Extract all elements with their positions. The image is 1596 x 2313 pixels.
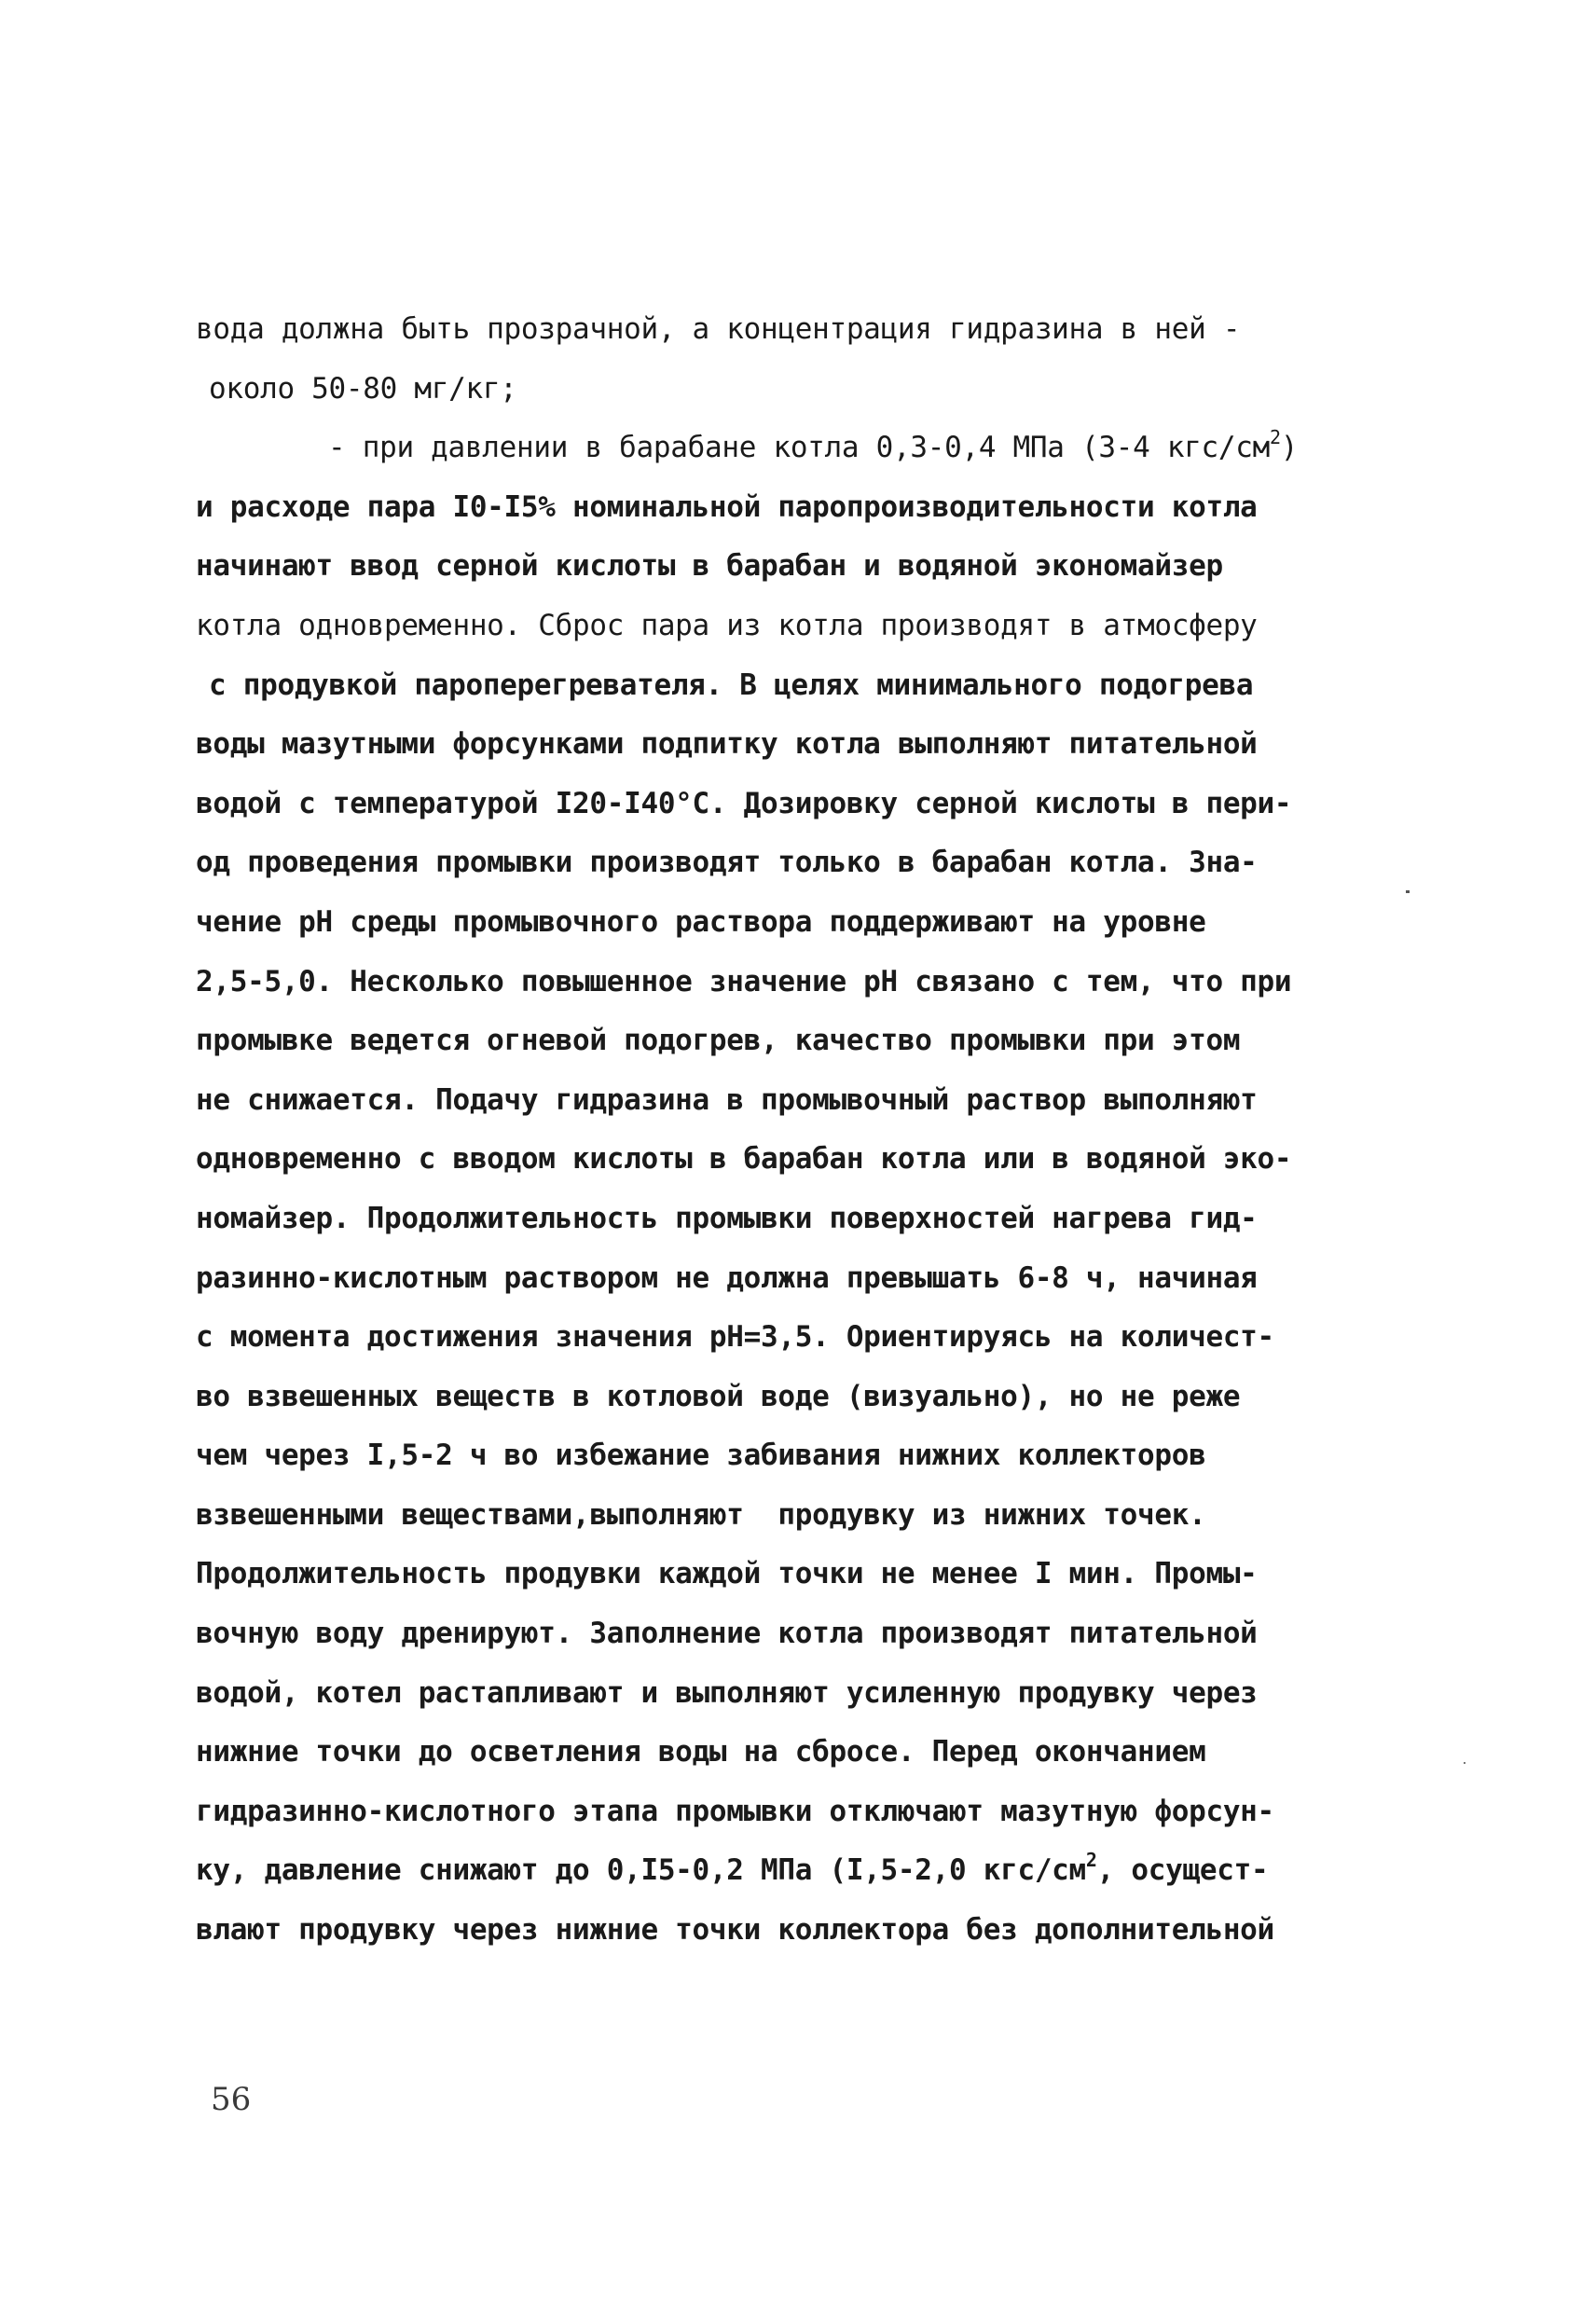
text-line-part: ку, давление снижают до 0,I5-0,2 МПа (I,5-2,0 кгс/см <box>196 1853 1086 1888</box>
text-line: и расходе пара I0-I5% номинальной паропроизводительности котла <box>196 489 1258 524</box>
scan-speck <box>1406 890 1410 893</box>
text-line: промывке ведется огневой подогрев, качество промывки при этом <box>196 1024 1241 1058</box>
text-line-part: , осущест- <box>1096 1853 1269 1888</box>
text-line: начинают ввод серной кислоты в барабан и водяной экономайзер <box>196 549 1223 584</box>
scan-speck <box>1464 1762 1465 1764</box>
text-line: вочную воду дренируют. Заполнение котла производят питательной <box>196 1617 1258 1651</box>
superscript: 2 <box>1270 426 1281 449</box>
text-line: нижние точки до осветления воды на сбросе. Перед окончанием <box>196 1735 1206 1769</box>
text-line: с момента достижения значения pH=3,5. Ориентируясь на количест- <box>196 1320 1274 1355</box>
text-line: од проведения промывки производят только в барабан котла. Зна- <box>196 846 1258 880</box>
text-line <box>196 1841 1445 1901</box>
text-line: вода должна быть прозрачной, а концентрация гидразина в ней - <box>196 312 1241 346</box>
text-line: одновременно с вводом кислоты в барабан котла или в водяной эко- <box>196 1142 1292 1177</box>
page-number: 56 <box>211 2081 252 2118</box>
text-line: с продувкой пароперегревателя. В целях минимального подогрева <box>209 668 1254 702</box>
text-line-part: ) <box>1280 431 1299 465</box>
body-text <box>196 300 1445 1961</box>
text-line: 2,5-5,0. Несколько повышенное значение pH связано с тем, что при <box>196 964 1292 998</box>
text-line: взвешенными веществами,выполняют продувку из нижних точек. <box>196 1497 1206 1532</box>
text-line <box>196 419 1445 478</box>
text-line: чем через I,5-2 ч во избежание забивания нижних коллекторов <box>196 1439 1206 1473</box>
text-line: гидразинно-кислотного этапа промывки отключают мазутную форсун- <box>196 1794 1274 1828</box>
text-line: котла одновременно. Сброс пара из котла производят в атмосферу <box>196 608 1258 642</box>
text-line: влают продувку через нижние точки коллектора без дополнительной <box>196 1913 1274 1948</box>
text-line: около 50-80 мг/кг; <box>209 371 517 406</box>
text-line: разинно-кислотным раствором не должна превышать 6-8 ч, начиная <box>196 1260 1258 1295</box>
text-line: воды мазутными форсунками подпитку котла выполняют питательной <box>196 727 1258 762</box>
text-line: водой, котел растапливают и выполняют усиленную продувку через <box>196 1675 1258 1710</box>
superscript: 2 <box>1085 1849 1097 1872</box>
text-line-part: - при давлении в барабане котла 0,3-0,4 МПа (3-4 кгс/см <box>328 431 1270 465</box>
text-line: чение pH среды промывочного раствора поддерживают на уровне <box>196 904 1206 939</box>
text-line: во взвешенных веществ в котловой воде (визуально), но не реже <box>196 1379 1241 1413</box>
text-line: номайзер. Продолжительность промывки поверхностей нагрева гид- <box>196 1201 1258 1235</box>
text-line: не снижается. Подачу гидразина в промывочный раствор выполняют <box>196 1082 1258 1117</box>
text-line: Продолжительность продувки каждой точки не менее I мин. Промы- <box>196 1557 1258 1591</box>
text-line: водой с температурой I20-I40°С. Дозировку серной кислоты в пери- <box>196 786 1292 820</box>
